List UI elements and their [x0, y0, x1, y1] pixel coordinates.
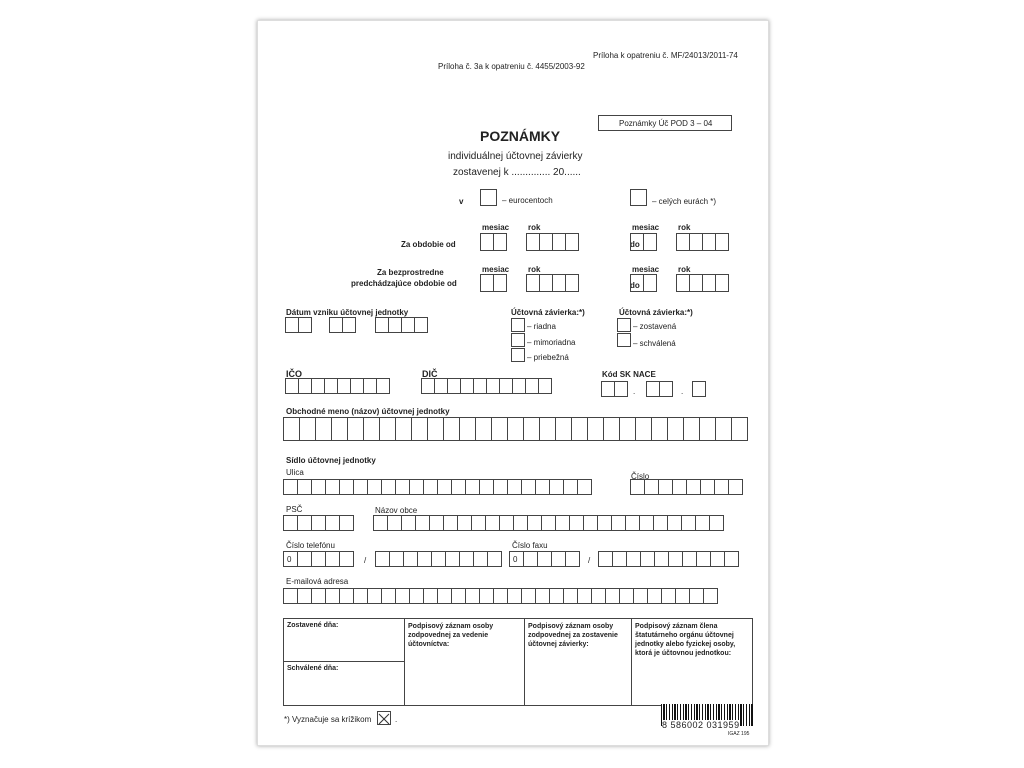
- form-sheet: [257, 20, 769, 746]
- period-to-year[interactable]: [676, 233, 728, 251]
- street-boxes[interactable]: [283, 479, 591, 495]
- print-code: IGAZ 195: [728, 731, 750, 737]
- prev-to-month[interactable]: [630, 274, 656, 292]
- footnote: *) Vyznačuje sa krížikom: [284, 715, 372, 724]
- status-compiled-checkbox[interactable]: [617, 318, 631, 332]
- previous-period-label-2: predchádzajúce obdobie od: [351, 279, 457, 288]
- fax-label: Číslo faxu: [512, 541, 548, 550]
- subtitle-2: zostavenej k .............. 20......: [453, 167, 581, 178]
- sig-divider-2: [524, 619, 525, 705]
- form-code: Poznámky Úč POD 3 – 04: [619, 119, 713, 128]
- number-label: Číslo: [631, 472, 650, 481]
- sig-hdivider: [284, 661, 404, 662]
- seat-label: Sídlo účtovnej jednotky: [286, 456, 376, 465]
- month-label-4: mesiac: [632, 265, 660, 274]
- statement-extraordinary-checkbox[interactable]: [511, 333, 525, 347]
- previous-period-label-1: Za bezprostredne: [377, 268, 444, 277]
- status-compiled-label: – zostavená: [633, 322, 677, 331]
- fax-number-boxes[interactable]: [598, 551, 738, 567]
- phone-slash: /: [364, 556, 367, 565]
- email-boxes[interactable]: [283, 588, 717, 604]
- phone-number-boxes[interactable]: [375, 551, 501, 567]
- prev-from-year[interactable]: [526, 274, 578, 292]
- euro-checkbox[interactable]: [630, 189, 647, 206]
- barcode-number: 8 586002 031959: [662, 720, 740, 730]
- annex-line-2: Príloha č. 3a k opatreniu č. 4455/2003-92: [438, 62, 585, 71]
- dic-boxes[interactable]: [421, 378, 551, 394]
- nace-part-3[interactable]: [692, 381, 705, 397]
- psc-boxes[interactable]: [283, 515, 353, 531]
- nace-dot-2: .: [681, 387, 684, 396]
- prev-to-year[interactable]: [676, 274, 728, 292]
- euro-label: – celých eurách *): [652, 197, 717, 206]
- town-boxes[interactable]: [373, 515, 723, 531]
- period-to-label: do: [630, 240, 640, 249]
- nace-label: Kód SK NACE: [602, 370, 656, 379]
- subtitle-1: individuálnej účtovnej závierky: [448, 151, 583, 162]
- phone-label: Číslo telefónu: [286, 541, 335, 550]
- nace-dot-1: .: [633, 387, 636, 396]
- page-title: POZNÁMKY: [480, 128, 561, 144]
- street-label: Ulica: [286, 468, 304, 477]
- signature-table: [283, 618, 753, 706]
- business-name-row-1[interactable]: [283, 417, 747, 441]
- ico-label: IČO: [286, 369, 303, 379]
- year-label-2: rok: [678, 223, 691, 232]
- date-founded-label: Dátum vzniku účtovnej jednotky: [286, 308, 409, 317]
- period-to-month[interactable]: [630, 233, 656, 251]
- month-label-3: mesiac: [482, 265, 510, 274]
- year-label: rok: [528, 223, 541, 232]
- month-label: mesiac: [482, 223, 510, 232]
- phone-prefix-boxes[interactable]: [283, 551, 353, 567]
- statement-type-label: Účtovná závierka:*): [511, 308, 585, 317]
- period-from-month[interactable]: [480, 233, 506, 251]
- statement-regular-label: – riadna: [527, 322, 556, 331]
- annex-line-1: Príloha k opatreniu č. MF/24013/2011-74: [593, 51, 738, 60]
- cross-example-icon: [377, 711, 391, 725]
- founded-year[interactable]: [375, 317, 427, 333]
- compiler-sig-label: Podpisový záznam osoby zodpovednej za zostavenie účtovnej závierky:: [528, 623, 618, 648]
- status-approved-checkbox[interactable]: [617, 333, 631, 347]
- prev-from-month[interactable]: [480, 274, 506, 292]
- year-label-3: rok: [528, 265, 541, 274]
- founded-month[interactable]: [329, 317, 355, 333]
- statement-interim-checkbox[interactable]: [511, 348, 525, 362]
- period-from-year[interactable]: [526, 233, 578, 251]
- footnote-end: .: [395, 715, 398, 724]
- year-label-4: rok: [678, 265, 691, 274]
- fax-zero: 0: [509, 551, 524, 567]
- accountant-sig-label: Podpisový záznam osoby zodpovednej za vedenie účtovníctva:: [408, 623, 494, 648]
- statement-status-label: Účtovná závierka:*): [619, 308, 693, 317]
- eurocent-checkbox[interactable]: [480, 189, 497, 206]
- period-from-label: Za obdobie od: [401, 240, 456, 249]
- sig-divider-1: [404, 619, 405, 705]
- fax-slash: /: [588, 556, 591, 565]
- founded-day[interactable]: [285, 317, 311, 333]
- number-boxes[interactable]: [630, 479, 742, 495]
- statement-regular-checkbox[interactable]: [511, 318, 525, 332]
- status-approved-label: – schválená: [633, 339, 676, 348]
- approved-on-label: Schválené dňa:: [287, 665, 339, 672]
- compiled-on-label: Zostavené dňa:: [287, 622, 339, 629]
- phone-zero: 0: [283, 551, 298, 567]
- statutory-sig-label: Podpisový záznam člena štatutárneho orgánu účtovnej jednotky alebo fyzickej osoby, ktorá je účtovnou jednotkou:: [635, 623, 736, 657]
- nace-part-1[interactable]: [601, 381, 627, 397]
- email-label: E-mailová adresa: [286, 577, 349, 586]
- eurocent-label: – eurocentoch: [502, 196, 553, 205]
- month-label-2: mesiac: [632, 223, 660, 232]
- town-label: Názov obce: [375, 506, 418, 515]
- business-name-label: Obchodné meno (názov) účtovnej jednotky: [286, 407, 450, 416]
- nace-part-2[interactable]: [646, 381, 672, 397]
- form-code-box: [598, 115, 732, 131]
- sig-divider-3: [631, 619, 632, 705]
- prev-to-label: do: [630, 281, 640, 290]
- currency-prefix: v: [459, 197, 464, 206]
- statement-interim-label: – priebežná: [527, 353, 569, 362]
- dic-label: DIČ: [422, 369, 438, 379]
- ico-boxes[interactable]: [285, 378, 389, 394]
- psc-label: PSČ: [286, 505, 303, 514]
- fax-prefix-boxes[interactable]: [509, 551, 579, 567]
- statement-extraordinary-label: – mimoriadna: [527, 338, 576, 347]
